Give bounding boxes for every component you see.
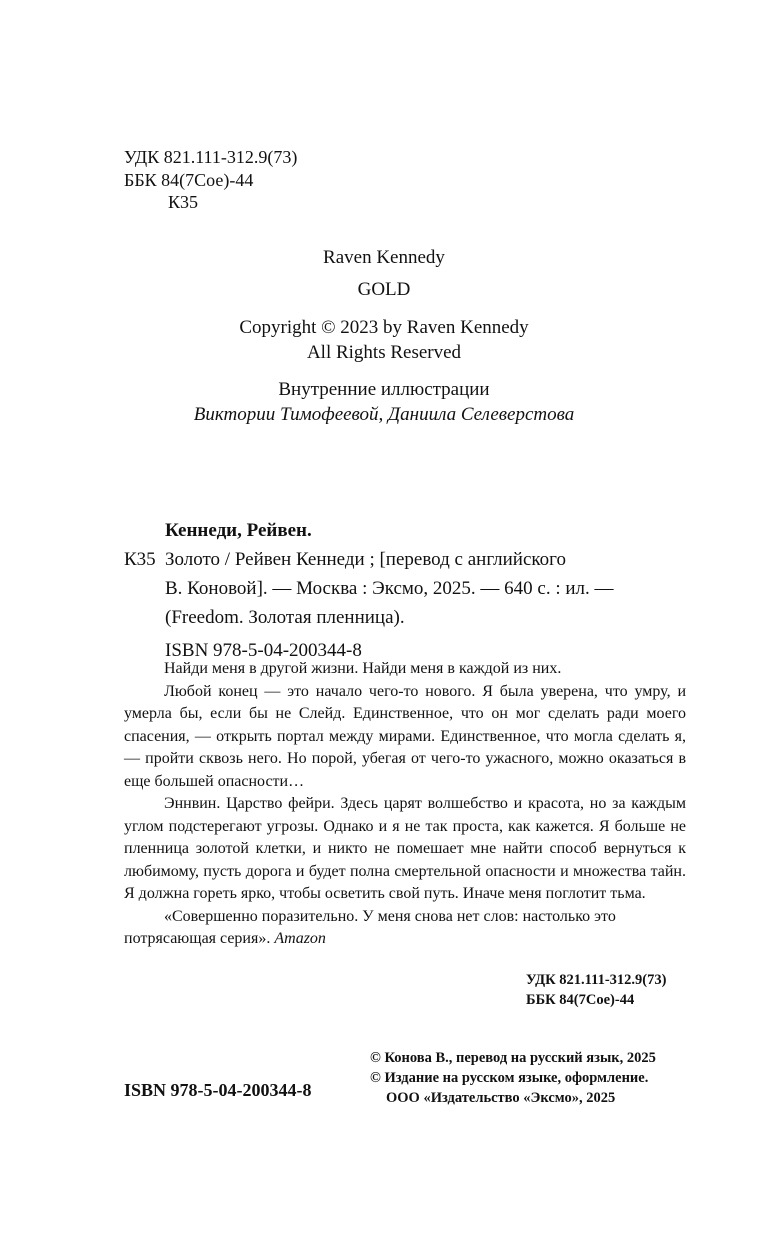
annotation-p3: Эннвин. Царство фейри. Здесь царят волшебство и красота, но за каждым углом подстерегают угрозы. Однако и я не так проста, как кажется. Я больше не пленница золотой клетки, и никто не помешает мне найти способ вернуться к любимому, пусть дорога и будет полна смертельной опасности и множества тайн. Я должна гореть ярко, чтобы осветить свой путь. Иначе меня поглотит тьма. (124, 795, 686, 902)
quote-text: «Совершенно поразительно. У меня снова нет слов: настолько это потрясающая серия». (124, 907, 616, 947)
original-title: GOLD (357, 279, 411, 300)
bib-isbn: ISBN 978-5-04-200344-8 (165, 640, 362, 661)
udk-code: УДК 821.111-312.9(73) (124, 147, 298, 167)
bib-index: К35 (124, 549, 156, 570)
original-author: Raven Kennedy (323, 247, 445, 268)
udk-code-bottom: УДК 821.111-312.9(73) (526, 972, 667, 988)
annotation-quote (124, 906, 686, 951)
rights-line: All Rights Reserved (306, 342, 462, 363)
copyright-line: Copyright © 2023 by Raven Kennedy (239, 317, 529, 338)
isbn-bottom: ISBN 978-5-04-200344-8 (124, 1080, 312, 1100)
copyright-translation: © Конова В., перевод на русский язык, 2025 (370, 1050, 656, 1066)
bib-description (165, 545, 686, 665)
bib-author-heading: Кеннеди, Рейвен. (165, 520, 312, 541)
bib-line-1: Золото / Рейвен Кеннеди ; [перевод с английского (165, 549, 566, 570)
bbk-code: ББК 84(7Сое)-44 (124, 170, 254, 190)
copyright-edition: © Издание на русском языке, оформление. (370, 1070, 649, 1086)
annotation-p2: Любой конец — это начало чего-то нового. Я была уверена, что умру, и умерла бы, если бы не Слейд. Единственное, что он мог сделать ради моего спасения, — открыть портал между мирами. Единственное, что могла сделать я, — пройти сквозь него. Но порой, убегая от чего-то ужасного, можно оказаться в еще большей опасности… (124, 682, 686, 790)
quote-source: Amazon (274, 930, 326, 947)
annotation (124, 658, 686, 951)
bib-line-2: В. Коновой]. — Москва : Эксмо, 2025. — 640 с. : ил. — (165, 578, 614, 599)
bib-line-3: (Freedom. Золотая пленница). (165, 607, 405, 628)
annotation-p1: Найди меня в другой жизни. Найди меня в каждой из них. (164, 660, 562, 677)
illustrations-label: Внутренние иллюстрации (278, 379, 490, 400)
bbk-code-bottom: ББК 84(7Сое)-44 (526, 992, 635, 1008)
publisher-line: ООО «Издательство «Эксмо», 2025 (386, 1090, 616, 1106)
author-mark: К35 (168, 192, 199, 212)
illustrators: Виктории Тимофеевой, Даниила Селеверстова (193, 404, 575, 425)
